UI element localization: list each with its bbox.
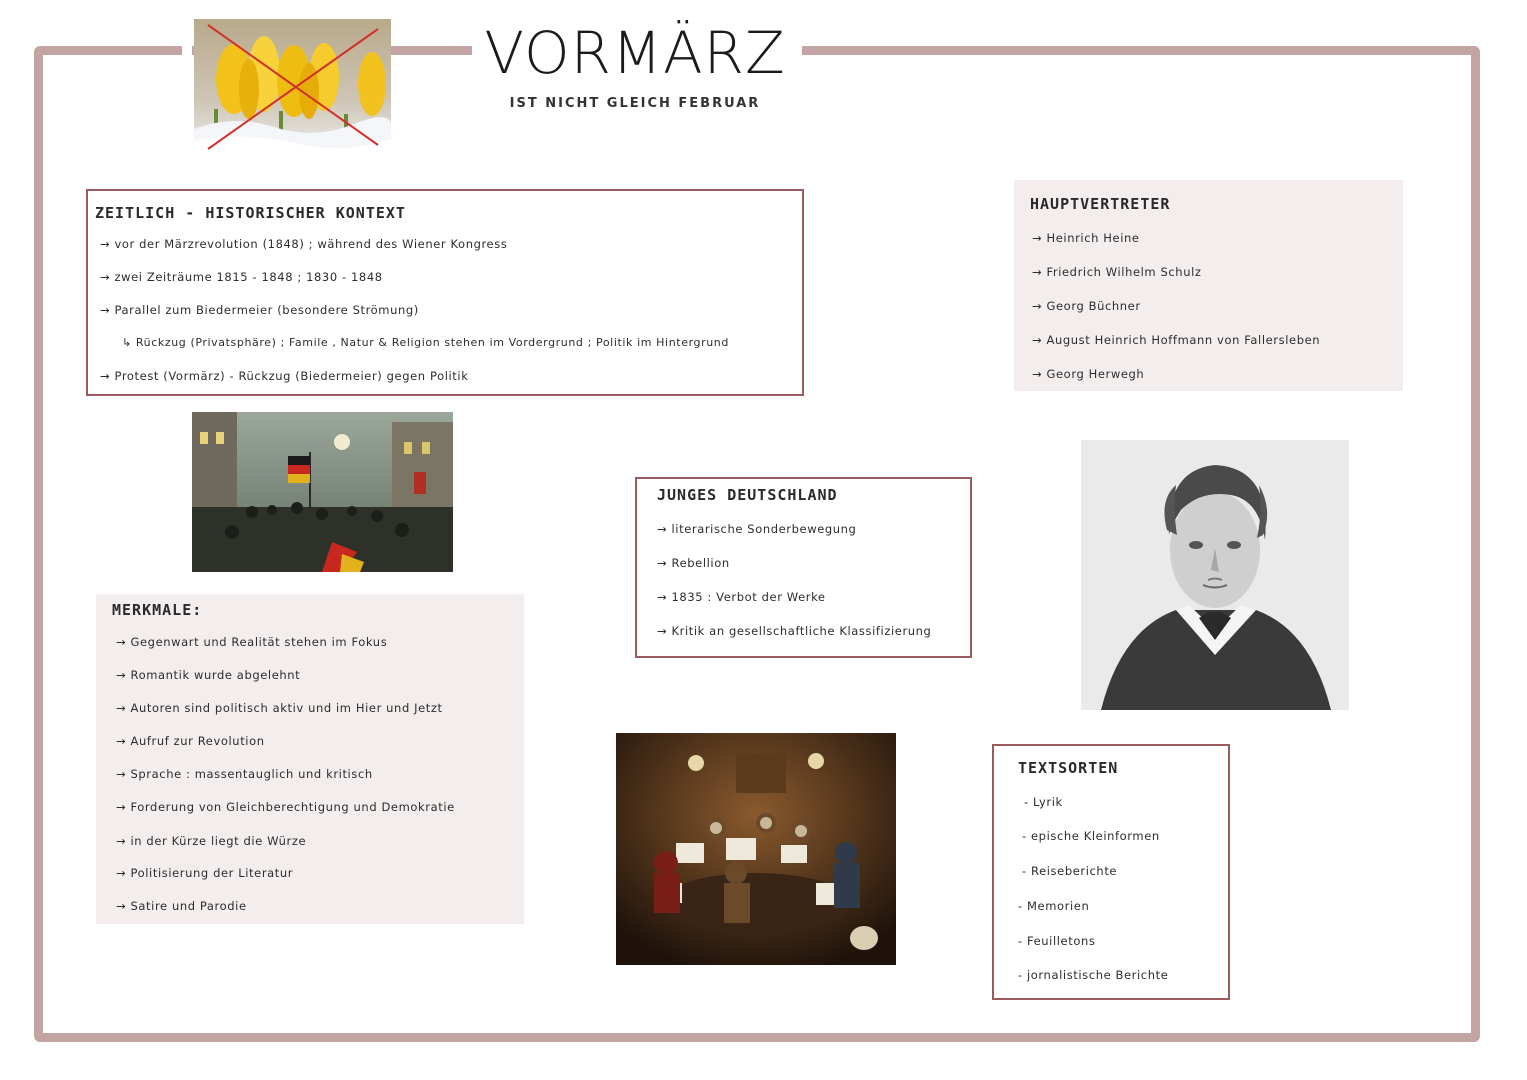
hauptvertreter-item: → August Heinrich Hoffmann von Fallersleben: [1032, 333, 1321, 347]
kontext-heading: ZEITLICH - HISTORISCHER KONTEXT: [95, 204, 406, 222]
junges-item: → literarische Sonderbewegung: [657, 522, 857, 536]
page-title: VORMÄRZ: [484, 19, 786, 87]
hauptvertreter-item: → Heinrich Heine: [1032, 231, 1140, 245]
merkmale-item: → Romantik wurde abgelehnt: [116, 668, 301, 682]
junges-item: → Rebellion: [657, 556, 730, 570]
page-subtitle: IST NICHT GLEICH FEBRUAR: [509, 96, 761, 111]
merkmale-item: → Satire und Parodie: [116, 899, 247, 913]
kontext-item: → Parallel zum Biedermeier (besondere Strömung): [100, 303, 419, 317]
junges-item: → 1835 : Verbot der Werke: [657, 590, 826, 604]
junges-deutschland-heading: JUNGES DEUTSCHLAND: [657, 486, 838, 504]
textsorten-heading: TEXTSORTEN: [1018, 759, 1119, 777]
junges-item: → Kritik an gesellschaftliche Klassifizierung: [657, 624, 932, 638]
merkmale-box: [96, 594, 524, 924]
merkmale-item: → Autoren sind politisch aktiv und im Hier und Jetzt: [116, 701, 443, 715]
hauptvertreter-item: → Georg Herwegh: [1032, 367, 1145, 381]
hauptvertreter-item: → Georg Büchner: [1032, 299, 1141, 313]
merkmale-item: → Aufruf zur Revolution: [116, 734, 265, 748]
textsorten-item: - epische Kleinformen: [1022, 829, 1160, 843]
textsorten-item: - Reiseberichte: [1022, 864, 1118, 878]
textsorten-item: - Lyrik: [1024, 795, 1063, 809]
hauptvertreter-item: → Friedrich Wilhelm Schulz: [1032, 265, 1202, 279]
merkmale-item: → Gegenwart und Realität stehen im Fokus: [116, 635, 388, 649]
textsorten-item: - jornalistische Berichte: [1018, 968, 1169, 982]
junges-deutschland-box: [635, 477, 972, 658]
merkmale-item: → in der Kürze liegt die Würze: [116, 834, 307, 848]
merkmale-item: → Sprache : massentauglich und kritisch: [116, 767, 373, 781]
textsorten-item: - Memorien: [1018, 899, 1090, 913]
merkmale-heading: MERKMALE:: [112, 601, 203, 619]
reading-room-painting: [616, 733, 896, 965]
hauptvertreter-heading: HAUPTVERTRETER: [1030, 195, 1171, 213]
crocus-photo: [194, 19, 391, 157]
merkmale-item: → Forderung von Gleichberechtigung und Demokratie: [116, 800, 455, 814]
revolution-painting: [192, 412, 453, 572]
textsorten-item: - Feuilletons: [1018, 934, 1096, 948]
frame-gap-left: [182, 40, 192, 60]
kontext-item: → zwei Zeiträume 1815 - 1848 ; 1830 - 1848: [100, 270, 383, 284]
kontext-item: ↳ Rückzug (Privatsphäre) ; Famile , Natur & Religion stehen im Vordergrund ; Politik im Hintergrund: [122, 336, 729, 349]
hauptvertreter-box: [1014, 180, 1403, 391]
portrait-engraving: [1081, 440, 1349, 710]
kontext-item: → vor der Märzrevolution (1848) ; während des Wiener Kongress: [100, 237, 508, 251]
kontext-box: [86, 189, 804, 396]
textsorten-box: [992, 744, 1230, 1000]
merkmale-item: → Politisierung der Literatur: [116, 866, 294, 880]
kontext-item: → Protest (Vormärz) - Rückzug (Biedermeier) gegen Politik: [100, 369, 469, 383]
